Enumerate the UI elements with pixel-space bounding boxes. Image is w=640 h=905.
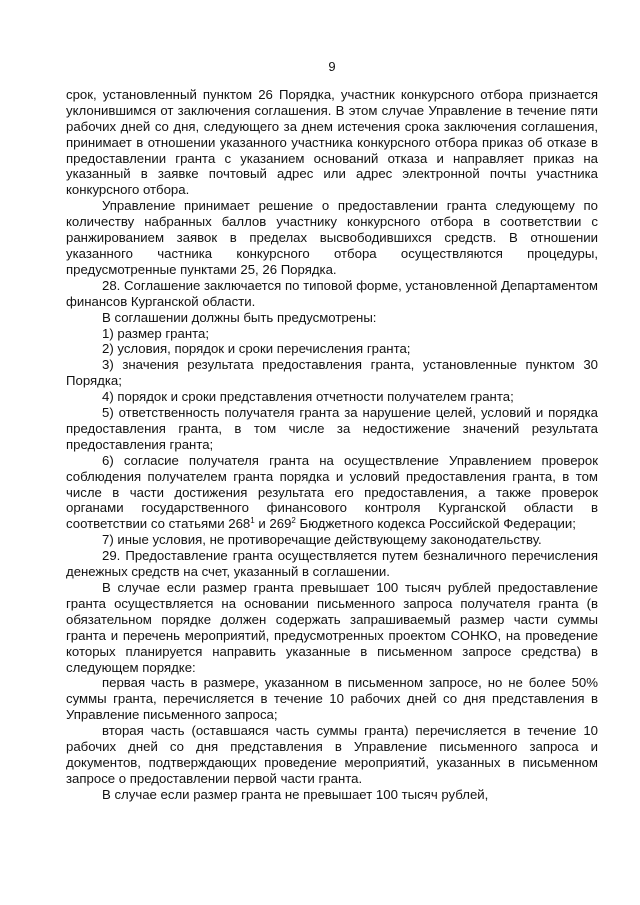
paragraph-first-part: первая часть в размере, указанном в письменном запросе, но не более 50% суммы гранта, перечисляется в течение 10 рабочих дней со дня представления в Управление письменного запроса;: [66, 675, 598, 723]
paragraph-under-100k: В случае если размер гранта не превышает 100 тысяч рублей,: [102, 786, 489, 802]
list-item-5: 5) ответственность получателя гранта за нарушение целей, условий и порядка предоставления гранта, в том числе за недостижение значений результата предоставления гранта;: [66, 405, 598, 452]
paragraph-next-participant: Управление принимает решение о предоставлении гранта следующему по количеству набранных баллов участнику конкурсного отбора в соответствии с ранжированием заявок в пределах высвободившихся средств. В отношении указанного частника конкурсного отбора осуществляются процедуры, предусмотренные пунктами 25, 26 Порядка.: [66, 198, 598, 277]
list-item-6-text-after: Бюджетного кодекса Российской Федерации;: [295, 516, 576, 532]
list-item-7: 7) иные условия, не противоречащие действующему законодательству.: [102, 532, 542, 548]
list-item-1: 1) размер гранта;: [102, 325, 210, 341]
list-item-6-text-before: 6) согласие получателя гранта на осуществление Управлением проверок соблюдения получателем гранта порядка и условий предоставления гранта, в том числе в части достижения результата его предоставления, а также проверок органами государственного финансового контроля Курганской области в соответствии со статьями 268: [66, 452, 598, 532]
paragraph-second-part: вторая часть (оставшаяся часть суммы гранта) перечисляется в течение 10 рабочих дней со дня представления в Управление письменного запроса и документов, подтверждающих проведение мероприятий, указанных в письменном запросе о предоставлении первой части гранта.: [66, 723, 598, 786]
list-item-2: 2) условия, порядок и сроки перечисления гранта;: [102, 341, 411, 357]
list-item-4: 4) порядок и сроки представления отчетности получателем гранта;: [102, 389, 514, 405]
paragraph-agreement-contents: В соглашении должны быть предусмотрены:: [102, 309, 377, 325]
paragraph-clause-28: 28. Соглашение заключается по типовой форме, установленной Департаментом финансов Курганской области.: [66, 277, 598, 309]
footnote-sup-2: 2: [291, 516, 296, 526]
footnote-sup-1: 1: [250, 516, 255, 526]
list-item-3: 3) значения результата предоставления гранта, установленные пунктом 30 Порядка;: [66, 357, 598, 389]
paragraph-clause-29: 29. Предоставление гранта осуществляется путем безналичного перечисления денежных средств на счет, указанный в соглашении.: [66, 548, 598, 580]
list-item-6-text-middle: и 269: [254, 516, 292, 532]
paragraph-deadline-refusal: срок, установленный пунктом 26 Порядка, участник конкурсного отбора признается уклонившимся от заключения соглашения. В этом случае Управление в течение пяти рабочих дней со дня, следующего за днем истечения срока заключения соглашения, принимает в отношении указанного участника конкурсного отбора приказ об отказе в предоставлении гранта с указанием оснований отказа и направляет приказ на указанный в заявке почтовый адрес или адрес электронной почты участника конкурсного отбора.: [66, 86, 598, 198]
page-number: 9: [328, 59, 336, 74]
paragraph-over-100k: В случае если размер гранта превышает 100 тысяч рублей предоставление гранта осуществляется на основании письменного запроса получателя гранта (в обязательном порядке должен содержать запрашиваемый размер части суммы гранта и перечень мероприятий, предусмотренных проектом СОНКО, на проведение которых планируется направить указанные в письменном запросе средства) в следующем порядке:: [66, 580, 598, 675]
list-item-6: [66, 453, 598, 533]
